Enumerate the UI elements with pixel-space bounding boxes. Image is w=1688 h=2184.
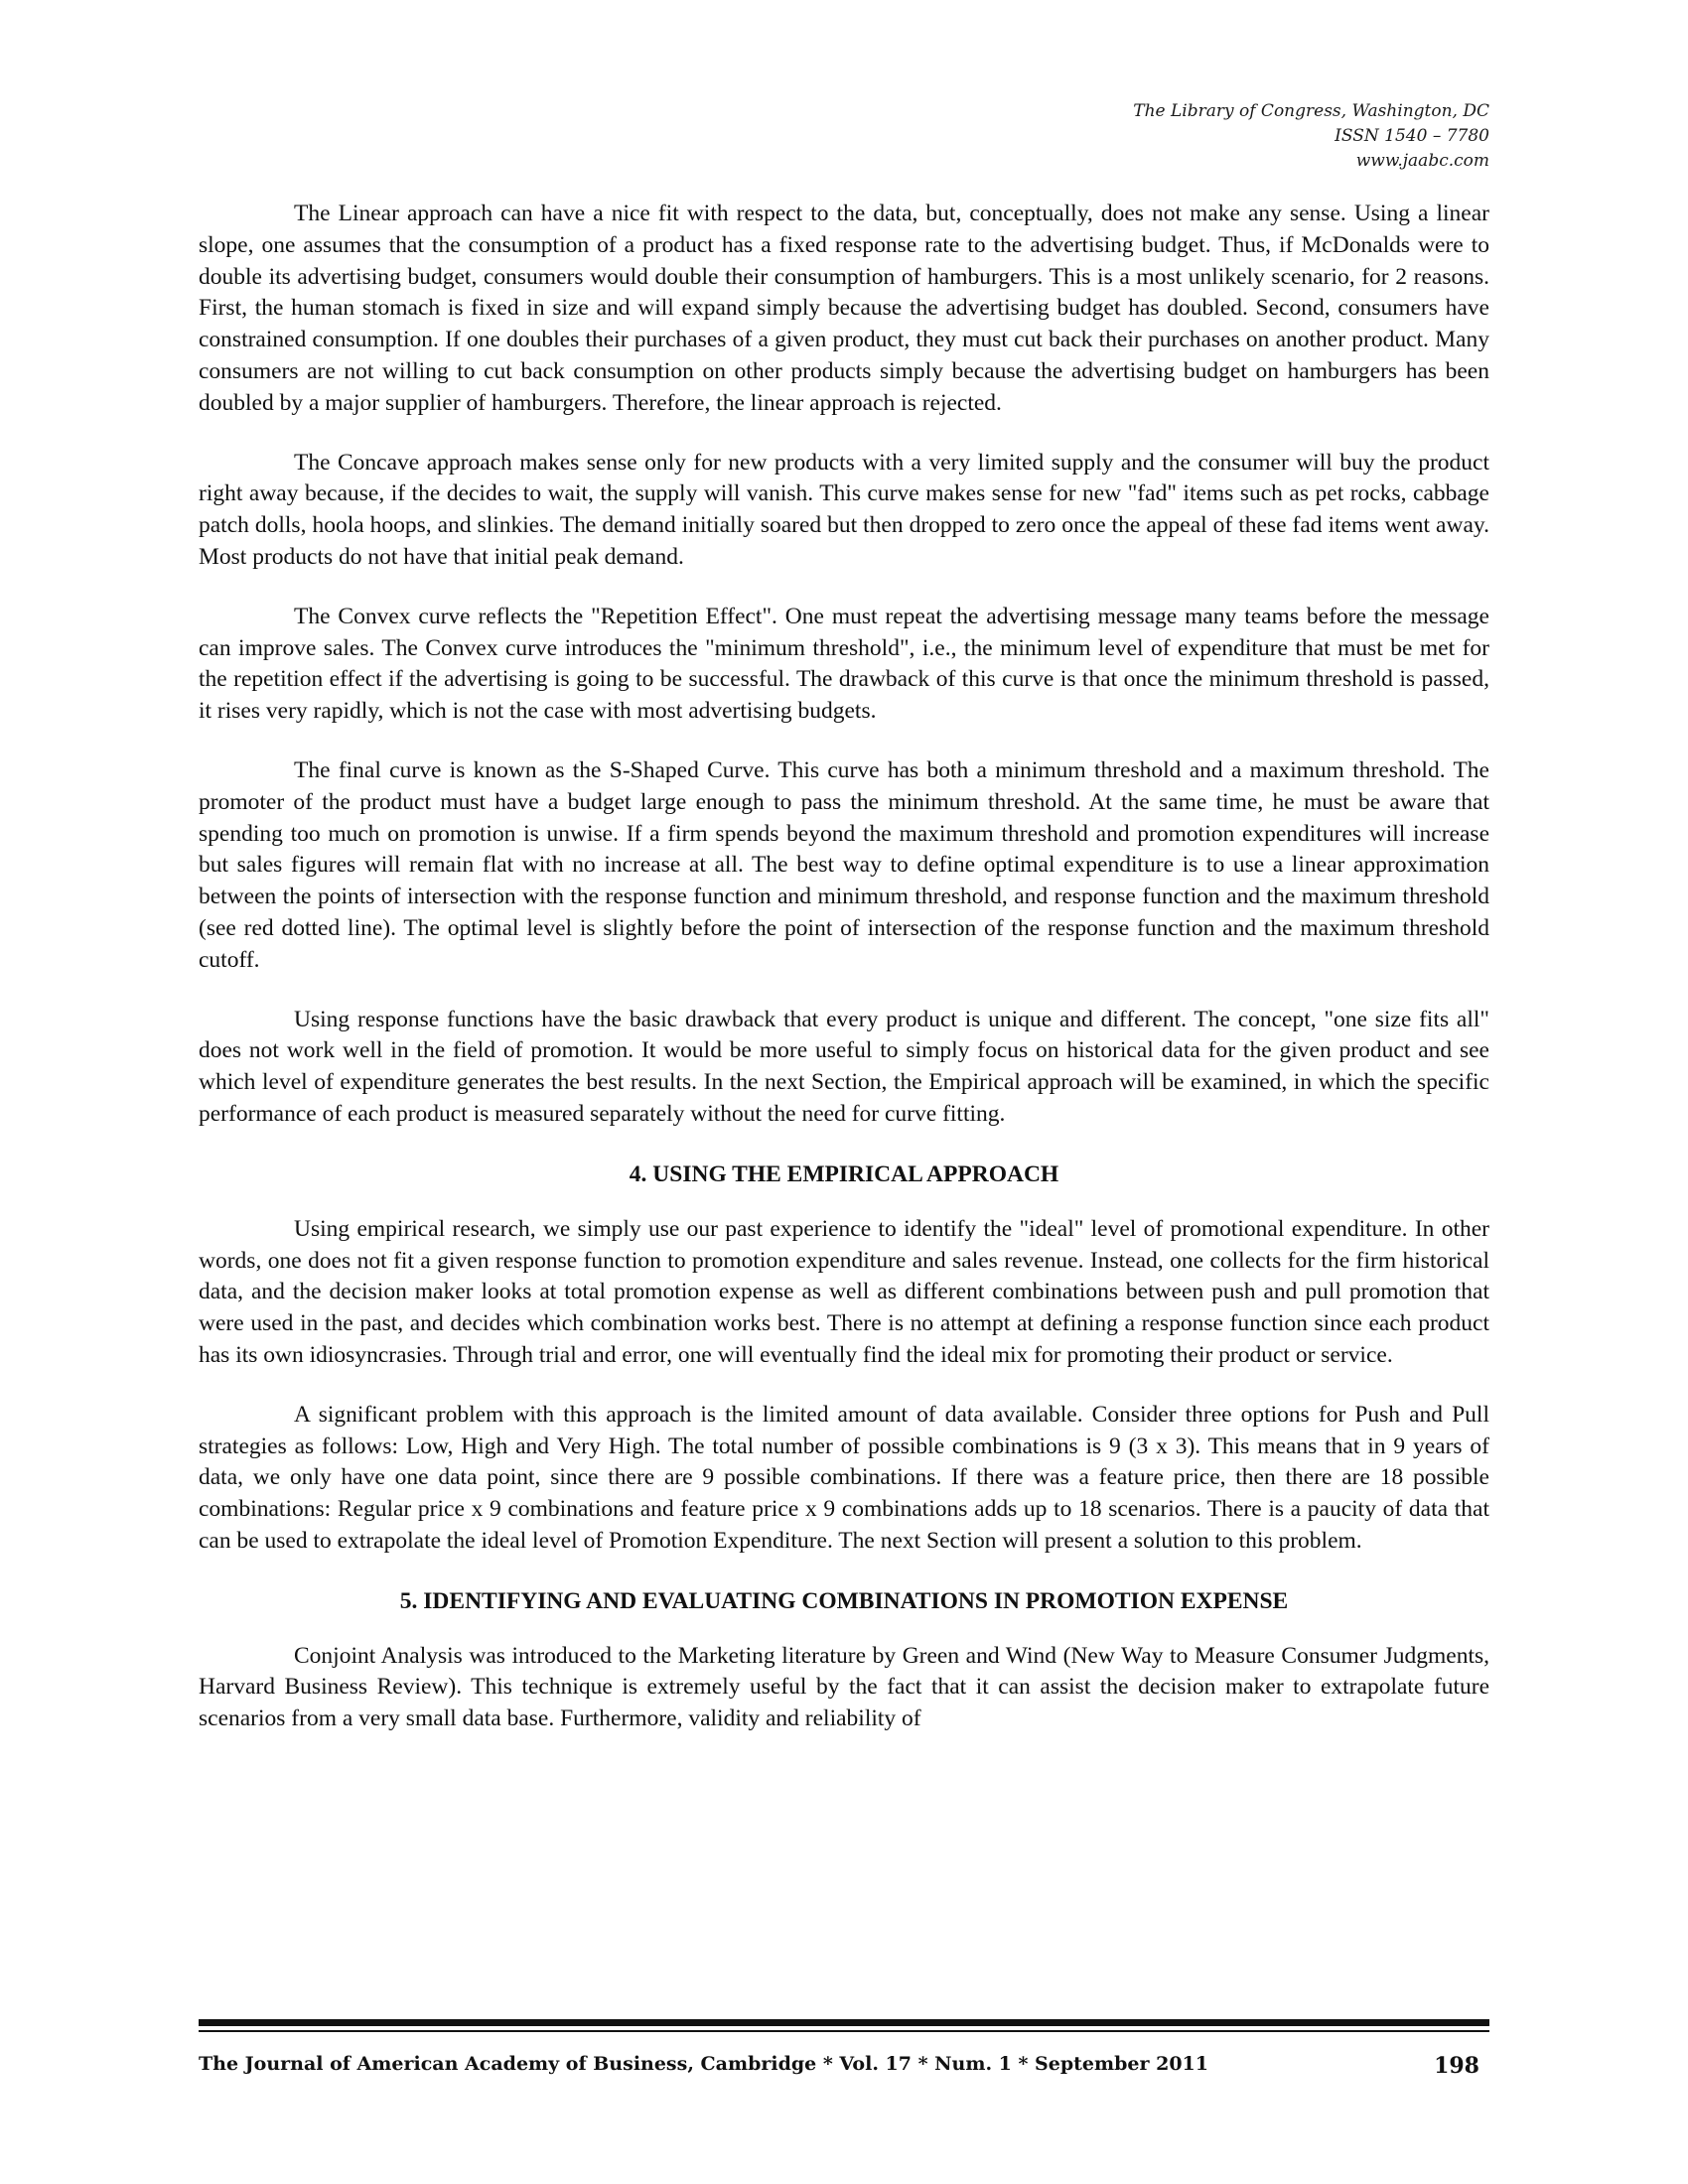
footer-journal-info: The Journal of American Academy of Business, Cambridge * Vol. 17 * Num. 1 * September 2011: [199, 2053, 1209, 2075]
paragraph-limited-data: A significant problem with this approach is the limited amount of data available. Consider three options for Push and Pull strategies as follows: Low, High and Very High. The total number of possible combinations is 9 (3 x 3). This means that in 9 years of data, we only have one data point, since there are 9 possible combinations. If there was a feature price, then there are 18 possible combinations: Regular price x 9 combinations and feature price x 9 combinations adds up to 18 scenarios. There is a paucity of data that can be used to extrapolate the ideal level of Promotion Expenditure. The next Section will present a solution to this problem.: [199, 1401, 1489, 1554]
paragraph-linear-approach: The Linear approach can have a nice fit with respect to the data, but, conceptually, does not make any sense. Using a linear slope, one assumes that the consumption of a product has a fixed response rate to the advertising budget. Thus, if McDonalds were to double its advertising budget, consumers would double their consumption of hamburgers. This is a most unlikely scenario, for 2 reasons. First, the human stomach is fixed in size and will expand simply because the advertising budget has doubled. Second, consumers have constrained consumption. If one doubles their purchases of a given product, they must cut back their purchases on another product. Many consumers are not willing to cut back consumption on other products simply because the advertising budget on hamburgers has been doubled by a major supplier of hamburgers. Therefore, the linear approach is rejected.: [199, 201, 1489, 416]
page-header: [1133, 99, 1489, 174]
paragraph-concave-approach: The Concave approach makes sense only for new products with a very limited supply and the consumer will buy the product right away because, if the decides to wait, the supply will vanish. This curve makes sense for new "fad" items such as pet rocks, cabbage patch dolls, hoola hoops, and slinkies. The demand initially soared but then dropped to zero once the appeal of these fad items went away. Most products do not have that initial peak demand.: [199, 449, 1489, 570]
paragraph-conjoint-analysis: Conjoint Analysis was introduced to the Marketing literature by Green and Wind (New Way to Measure Consumer Judgments, Harvard Business Review). This technique is extremely useful by the fact that it can assist the decision maker to extrapolate future scenarios from a very small data base. Furthermore, validity and reliability of: [199, 1642, 1489, 1732]
section-4-heading: 4. USING THE EMPIRICAL APPROACH: [629, 1160, 1059, 1187]
paragraph-convex-curve: The Convex curve reflects the "Repetition Effect". One must repeat the advertising message many teams before the message can improve sales. The Convex curve introduces the "minimum threshold", i.e., the minimum level of expenditure that must be met for the repetition effect if the advertising is going to be successful. The drawback of this curve is that once the minimum threshold is passed, it rises very rapidly, which is not the case with most advertising budgets.: [199, 603, 1489, 725]
footer-rule-thin: [199, 2030, 1489, 2032]
paragraph-empirical-research: Using empirical research, we simply use our past experience to identify the "ideal" level of promotional expenditure. In other words, one does not fit a given response function to promotion expenditure and sales revenue. Instead, one collects for the firm historical data, and the decision maker looks at total promotion expense as well as different combinations between push and pull promotion that were used in the past, and decides which combination works best. There is no attempt at defining a response function since each product has its own idiosyncrasies. Through trial and error, one will eventually find the ideal mix for promoting their product or service.: [199, 1215, 1489, 1368]
header-website: www.jaabc.com: [1355, 151, 1489, 171]
paragraph-response-functions: Using response functions have the basic drawback that every product is unique and different. The concept, "one size fits all" does not work well in the field of promotion. It would be more useful to simply focus on historical data for the given product and see which level of expenditure generates the best results. In the next Section, the Empirical approach will be examined, in which the specific performance of each product is measured separately without the need for curve fitting.: [199, 1006, 1489, 1127]
paragraph-s-shaped-curve: The final curve is known as the S-Shaped Curve. This curve has both a minimum threshold and a maximum threshold. The promoter of the product must have a budget large enough to pass the minimum threshold. At the same time, he must be aware that spending too much on promotion is unwise. If a firm spends beyond the maximum threshold and promotion expenditures will increase but sales figures will remain flat with no increase at all. The best way to define optimal expenditure is to use a linear approximation between the points of intersection with the response function and minimum threshold, and response function and the maximum threshold (see red dotted line). The optimal level is slightly before the point of intersection of the response function and the maximum threshold cutoff.: [199, 756, 1489, 973]
footer-rule-thick: [199, 2019, 1489, 2026]
body-text: [199, 199, 1489, 1763]
page-number: 198: [1434, 2053, 1479, 2079]
header-issn: ISSN 1540 – 7780: [1335, 126, 1489, 146]
header-publisher: The Library of Congress, Washington, DC: [1133, 101, 1489, 121]
page-footer: [199, 2053, 1489, 2083]
section-5-heading: 5. IDENTIFYING AND EVALUATING COMBINATIONS IN PROMOTION EXPENSE: [399, 1587, 1289, 1614]
